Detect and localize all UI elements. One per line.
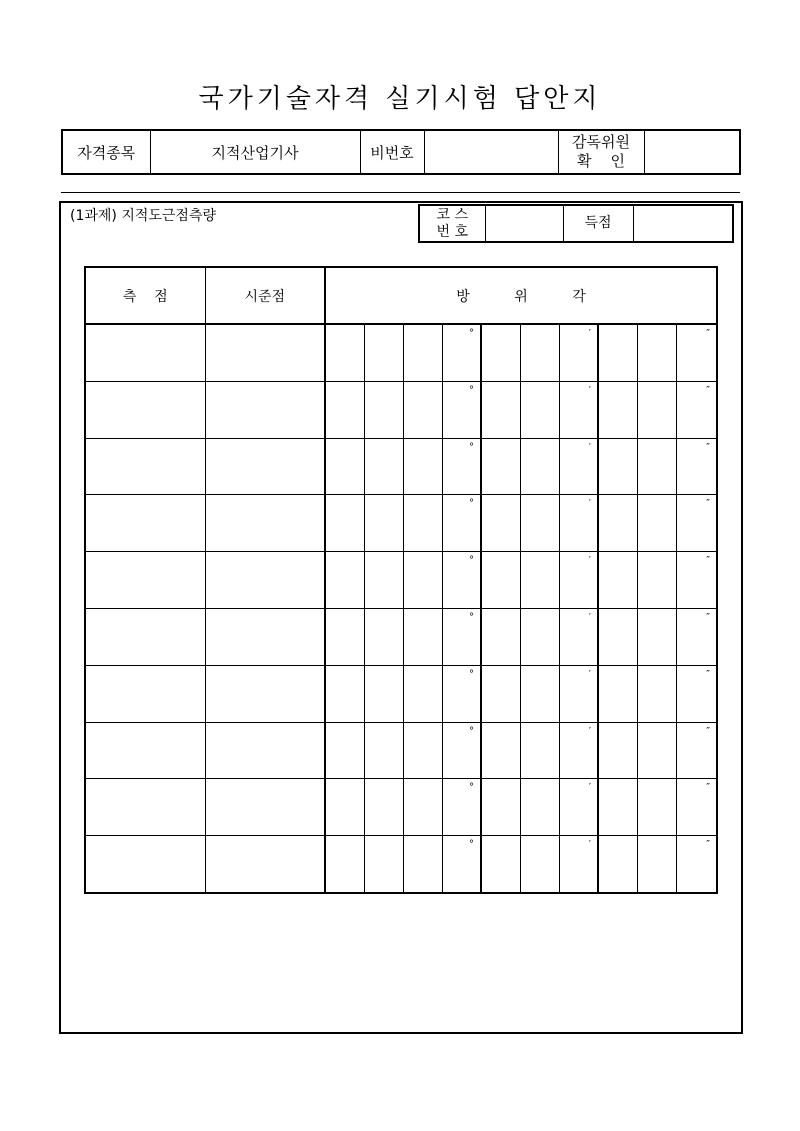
supervisor-label-line1: 감독위원: [572, 133, 630, 151]
azimuth-digit-cell[interactable]: [637, 665, 676, 722]
azimuth-digit-cell[interactable]: [403, 779, 442, 836]
azimuth-digit-cell[interactable]: [481, 552, 520, 609]
azimuth-digit-cell[interactable]: [403, 665, 442, 722]
azimuth-digit-cell[interactable]: [442, 324, 481, 381]
azimuth-digit-cell[interactable]: [403, 836, 442, 893]
table-row: [85, 495, 717, 552]
course-field[interactable]: [485, 205, 563, 242]
azimuth-digit-cell[interactable]: [598, 495, 637, 552]
azimuth-digit-cell[interactable]: [676, 381, 717, 438]
course-label-line2: 번 호: [436, 223, 468, 240]
minute-symbol: ′: [588, 782, 591, 794]
minute-symbol: ′: [588, 555, 591, 567]
azimuth-digit-cell[interactable]: [481, 438, 520, 495]
minute-symbol: ′: [588, 328, 591, 339]
second-symbol: ″: [706, 441, 711, 453]
azimuth-digit-cell[interactable]: [481, 722, 520, 779]
second-symbol: ″: [706, 668, 711, 680]
azimuth-digit-cell[interactable]: [637, 779, 676, 836]
azimuth-digit-cell[interactable]: [325, 665, 364, 722]
second-symbol: ″: [706, 782, 711, 794]
azimuth-digit-cell[interactable]: [598, 665, 637, 722]
table-row: [85, 324, 717, 381]
azimuth-digit-cell[interactable]: [442, 552, 481, 609]
azimuth-digit-cell[interactable]: [403, 552, 442, 609]
azimuth-digit-cell[interactable]: [442, 722, 481, 779]
azimuth-digit-cell[interactable]: [598, 552, 637, 609]
divider: [61, 192, 740, 193]
second-symbol: ″: [706, 328, 711, 339]
degree-symbol: °: [469, 668, 474, 680]
azimuth-digit-cell[interactable]: [676, 608, 717, 665]
azimuth-digit-cell[interactable]: [364, 836, 403, 893]
number-label: 비번호: [360, 130, 424, 174]
column-header-ref: 시준점: [205, 267, 325, 324]
table-row: [85, 608, 717, 665]
point-cell[interactable]: [85, 495, 205, 552]
azimuth-digit-cell[interactable]: [325, 495, 364, 552]
azimuth-digit-cell[interactable]: [481, 381, 520, 438]
azimuth-digit-cell[interactable]: [364, 779, 403, 836]
point-cell[interactable]: [85, 665, 205, 722]
azimuth-digit-cell[interactable]: [442, 495, 481, 552]
supervisor-field[interactable]: [644, 130, 740, 174]
azimuth-digit-cell[interactable]: [637, 381, 676, 438]
minute-symbol: ′: [588, 839, 591, 851]
second-symbol: ″: [706, 384, 711, 396]
azimuth-digit-cell[interactable]: [637, 836, 676, 893]
point-cell[interactable]: [85, 608, 205, 665]
azimuth-digit-cell[interactable]: [403, 438, 442, 495]
azimuth-digit-cell[interactable]: [637, 438, 676, 495]
azimuth-digit-cell[interactable]: [520, 495, 559, 552]
azimuth-digit-cell[interactable]: [598, 608, 637, 665]
minute-symbol: ′: [588, 725, 591, 737]
azimuth-digit-cell[interactable]: [559, 836, 598, 893]
azimuth-digit-cell[interactable]: [598, 381, 637, 438]
ref-cell[interactable]: [205, 552, 325, 609]
ref-cell[interactable]: [205, 324, 325, 381]
degree-symbol: °: [469, 328, 474, 339]
ref-cell[interactable]: [205, 722, 325, 779]
azimuth-digit-cell[interactable]: [520, 381, 559, 438]
minute-symbol: ′: [588, 441, 591, 453]
azimuth-digit-cell[interactable]: [559, 381, 598, 438]
degree-symbol: °: [469, 611, 474, 623]
azimuth-digit-cell[interactable]: [364, 608, 403, 665]
azimuth-digit-cell[interactable]: [325, 722, 364, 779]
azimuth-digit-cell[interactable]: [364, 324, 403, 381]
azimuth-digit-cell[interactable]: [520, 552, 559, 609]
ref-cell[interactable]: [205, 665, 325, 722]
azimuth-digit-cell[interactable]: [637, 608, 676, 665]
azimuth-digit-cell[interactable]: [364, 495, 403, 552]
point-cell[interactable]: [85, 836, 205, 893]
table-row: [85, 779, 717, 836]
azimuth-digit-cell[interactable]: [637, 495, 676, 552]
score-label: 득점: [563, 205, 633, 242]
number-field[interactable]: [424, 130, 558, 174]
azimuth-digit-cell[interactable]: [676, 324, 717, 381]
azimuth-digit-cell[interactable]: [520, 836, 559, 893]
azimuth-digit-cell[interactable]: [403, 495, 442, 552]
azimuth-digit-cell[interactable]: [520, 438, 559, 495]
table-row: [85, 438, 717, 495]
azimuth-digit-cell[interactable]: [637, 552, 676, 609]
measurement-table: [84, 266, 718, 894]
point-cell[interactable]: [85, 438, 205, 495]
azimuth-digit-cell[interactable]: [481, 608, 520, 665]
supervisor-label: [558, 130, 644, 174]
azimuth-digit-cell[interactable]: [637, 324, 676, 381]
degree-symbol: °: [469, 384, 474, 396]
azimuth-digit-cell[interactable]: [520, 779, 559, 836]
azimuth-digit-cell[interactable]: [676, 552, 717, 609]
second-symbol: ″: [706, 725, 711, 737]
azimuth-digit-cell[interactable]: [364, 381, 403, 438]
azimuth-digit-cell[interactable]: [520, 665, 559, 722]
azimuth-digit-cell[interactable]: [559, 324, 598, 381]
azimuth-digit-cell[interactable]: [442, 381, 481, 438]
field-value: 지적산업기사: [150, 130, 360, 174]
point-cell[interactable]: [85, 552, 205, 609]
azimuth-digit-cell[interactable]: [676, 836, 717, 893]
azimuth-digit-cell[interactable]: [598, 324, 637, 381]
supervisor-label-line2: 확 인: [576, 152, 626, 170]
minute-symbol: ′: [588, 384, 591, 396]
azimuth-digit-cell[interactable]: [598, 722, 637, 779]
azimuth-digit-cell[interactable]: [325, 438, 364, 495]
ref-cell[interactable]: [205, 495, 325, 552]
azimuth-digit-cell[interactable]: [442, 438, 481, 495]
azimuth-digit-cell[interactable]: [598, 836, 637, 893]
azimuth-digit-cell[interactable]: [481, 836, 520, 893]
degree-symbol: °: [469, 498, 474, 510]
point-cell[interactable]: [85, 324, 205, 381]
azimuth-digit-cell[interactable]: [442, 608, 481, 665]
azimuth-digit-cell[interactable]: [325, 836, 364, 893]
azimuth-digit-cell[interactable]: [403, 324, 442, 381]
second-symbol: ″: [706, 498, 711, 510]
azimuth-digit-cell[interactable]: [676, 495, 717, 552]
minute-symbol: ′: [588, 498, 591, 510]
degree-symbol: °: [469, 441, 474, 453]
azimuth-digit-cell[interactable]: [403, 608, 442, 665]
azimuth-digit-cell[interactable]: [637, 722, 676, 779]
azimuth-digit-cell[interactable]: [559, 495, 598, 552]
exam-info-table: [61, 129, 741, 175]
column-header-azimuth: 방 위 각: [325, 267, 717, 324]
azimuth-digit-cell[interactable]: [325, 552, 364, 609]
table-row: [85, 722, 717, 779]
azimuth-digit-cell[interactable]: [676, 722, 717, 779]
second-symbol: ″: [706, 839, 711, 851]
azimuth-digit-cell[interactable]: [559, 722, 598, 779]
table-row: [85, 665, 717, 722]
azimuth-digit-cell[interactable]: [559, 438, 598, 495]
azimuth-digit-cell[interactable]: [325, 324, 364, 381]
course-table: [418, 204, 734, 243]
azimuth-digit-cell[interactable]: [481, 665, 520, 722]
minute-symbol: ′: [588, 668, 591, 680]
azimuth-digit-cell[interactable]: [442, 779, 481, 836]
azimuth-digit-cell[interactable]: [481, 779, 520, 836]
degree-symbol: °: [469, 839, 474, 851]
course-label-line1: 코 스: [436, 206, 468, 223]
azimuth-digit-cell[interactable]: [598, 438, 637, 495]
azimuth-digit-cell[interactable]: [559, 779, 598, 836]
azimuth-digit-cell[interactable]: [520, 608, 559, 665]
point-cell[interactable]: [85, 381, 205, 438]
azimuth-digit-cell[interactable]: [403, 722, 442, 779]
azimuth-digit-cell[interactable]: [676, 665, 717, 722]
azimuth-digit-cell[interactable]: [559, 552, 598, 609]
azimuth-digit-cell[interactable]: [325, 608, 364, 665]
azimuth-digit-cell[interactable]: [481, 495, 520, 552]
azimuth-digit-cell[interactable]: [442, 665, 481, 722]
azimuth-digit-cell[interactable]: [520, 722, 559, 779]
azimuth-digit-cell[interactable]: [598, 779, 637, 836]
score-field[interactable]: [633, 205, 733, 242]
point-cell[interactable]: [85, 779, 205, 836]
azimuth-digit-cell[interactable]: [481, 324, 520, 381]
azimuth-digit-cell[interactable]: [676, 779, 717, 836]
degree-symbol: °: [469, 725, 474, 737]
task-label: (1과제) 지적도근점측량: [70, 208, 216, 224]
azimuth-digit-cell[interactable]: [442, 836, 481, 893]
azimuth-digit-cell[interactable]: [520, 324, 559, 381]
page-title: 국가기술자격 실기시험 답안지: [198, 84, 602, 114]
column-header-point: 측 점: [85, 267, 205, 324]
azimuth-digit-cell[interactable]: [364, 722, 403, 779]
degree-symbol: °: [469, 782, 474, 794]
azimuth-digit-cell[interactable]: [403, 381, 442, 438]
azimuth-digit-cell[interactable]: [364, 665, 403, 722]
azimuth-digit-cell[interactable]: [676, 438, 717, 495]
azimuth-digit-cell[interactable]: [325, 779, 364, 836]
point-cell[interactable]: [85, 722, 205, 779]
table-row: [85, 381, 717, 438]
ref-cell[interactable]: [205, 381, 325, 438]
ref-cell[interactable]: [205, 438, 325, 495]
ref-cell[interactable]: [205, 779, 325, 836]
table-row: [85, 836, 717, 893]
ref-cell[interactable]: [205, 836, 325, 893]
azimuth-digit-cell[interactable]: [559, 665, 598, 722]
ref-cell[interactable]: [205, 608, 325, 665]
course-label: [419, 205, 485, 242]
azimuth-digit-cell[interactable]: [364, 438, 403, 495]
degree-symbol: °: [469, 555, 474, 567]
azimuth-digit-cell[interactable]: [325, 381, 364, 438]
minute-symbol: ′: [588, 611, 591, 623]
azimuth-digit-cell[interactable]: [559, 608, 598, 665]
second-symbol: ″: [706, 611, 711, 623]
field-label: 자격종목: [62, 130, 150, 174]
table-row: [85, 552, 717, 609]
second-symbol: ″: [706, 555, 711, 567]
azimuth-digit-cell[interactable]: [364, 552, 403, 609]
